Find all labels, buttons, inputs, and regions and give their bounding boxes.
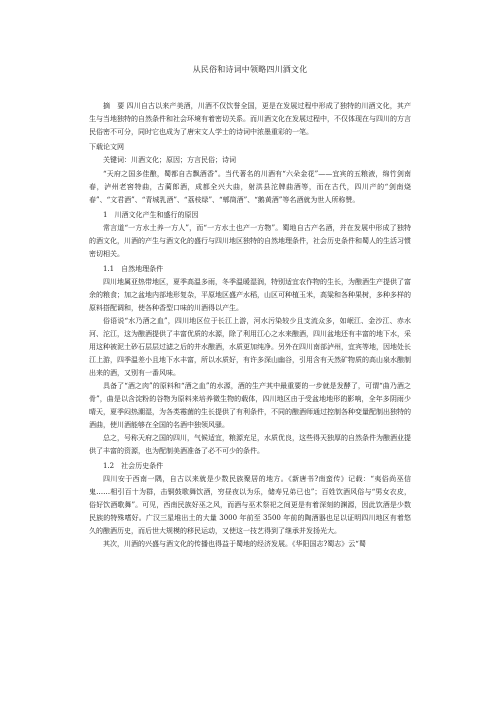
section-heading-1: 1 川酒文化产生和盛行的原因 — [103, 211, 199, 219]
intro-paragraph: “天府之国多佳酿，蜀都自古飘酒香”。当代著名的川酒有“六朵金花”——宜宾的五粮液，绵竹剑南春，泸州老窖特曲，古蔺郎酒，成都全兴大曲，射洪县沱牌曲酒等，而在古代，四川产的“剑南烧春”、“文君酒”、“青城乳酒”、“荔枝绿”、“郫筒酒”、“鹅黄酒”等名酒就为世人所称赞。 — [89, 170, 411, 204]
section-heading-1-2: 1.2 社会历史条件 — [103, 462, 164, 470]
section-1-1-paragraph-b: 俗语说“水乃酒之血”，四川地区位于长江上游，河水污染较少且支流众多，如岷江、金沙江、赤水河、沱江，这为酿酒提供了丰富优质的水源，除了利用江心之水来酿酒，四川盆地还有丰富的地下水，采用这种被泥土砂石层层过滤之后的井水酿酒，水质更加纯净。另外在四川南部泸州，宜宾等地，因地处长江上游，四季温差小且地下水丰富，所以水质好，有许多深山幽谷，引用含有天然矿物质的高山泉水酿制出来的酒，又别有一番风味。 — [89, 317, 411, 377]
document-title: 从民俗和诗词中领略四川酒文化 — [192, 65, 308, 74]
section-1-1-paragraph-c: 具备了“酒之肉”的原料和“酒之血”的水源，酒的生产其中最重要的一步就是发酵了，可谓“曲乃酒之骨”，曲是以含淀粉的谷物为原料来培养微生物的载体，四川地区由于受盆地地形的影响，全年多阴雨少晴天，夏季闷热潮湿，为各类霉菌的生长提供了有利条件，不同的酿酒师通过控制各种变量配制出独特的酒曲，使川酒能够在全国的名酒中独领风骚。 — [89, 382, 411, 429]
download-label: 下载论文网 — [89, 143, 124, 151]
section-1-paragraph: 常言道“一方水土养一方人”，而“一方水土也产一方物”。蜀地自古产名酒，并在发展中形成了独特的酒文化，川酒的产生与酒文化的盛行与四川地区独特的自然地理条件，社会历史条件和蜀人的生活习惯密切相关。 — [89, 224, 411, 258]
section-1-2-paragraph-b: 其次，川酒的兴盛与酒文化的传播也得益于蜀地的经济发展。《华阳国志?蜀志》云“蜀 — [103, 540, 366, 548]
section-1-1-paragraph-d: 总之，号称天府之国的四川，气候适宜，粮源充足，水质优良，这些得天独厚的自然条件为酿酒业提供了丰富的资源，也为配制美酒准备了必不可少的条件。 — [89, 434, 411, 455]
section-1-1-paragraph-a: 四川地属亚热带地区，夏季高温多雨，冬季温暖湿润，特别适宜农作物的生长，为酿酒生产提供了富余的粮食；加之盆地内部地形复杂，平原地区盛产水稻，山区可种植玉米，高粱和各种果树，多种多样的原料搭配调和，使各种香型口味的川酒得以产生。 — [89, 278, 411, 312]
keywords: 关键词：川酒文化；原因；方言民俗；诗词 — [103, 156, 236, 164]
section-heading-1-1: 1.1 自然地理条件 — [103, 265, 164, 273]
abstract: 摘 要 四川自古以来产美酒，川酒不仅饮誉全国，更是在发展过程中形成了独特的川酒文化，其产生与当地独特的自然条件和社会环境有着密切关系。而川酒文化在发展过程中，不仅体现在与四川的方言民俗密不可分，同时它也成为了唐宋文人学士的诗词中浓墨重彩的一笔。 — [89, 102, 411, 136]
section-1-2-paragraph-a: 四川安于西南一隅，自古以来就是少数民族聚居的地方。《新唐书?南蛮传》记载：“夷俗尚巫信鬼……相引百十为群，击铜鼓歌舞饮酒，穷昼夜以为乐，储寿兄弟已也”；百姓饮酒风俗与“男女衣皮，俗好饮酒歌舞”。可见，西南民族好巫之风，而酒与巫术祭祀之间更是有着深刻的渊源，因此饮酒是少数民族的特殊嗜好。广汉三星堆出土的大量 3000 年前至 3500 年前的陶酒器也足以证明四川地区有着悠久的酿酒历史，而后世大规模的移民运动，又使这一技艺得到了继承并发扬光大。 — [89, 475, 411, 535]
